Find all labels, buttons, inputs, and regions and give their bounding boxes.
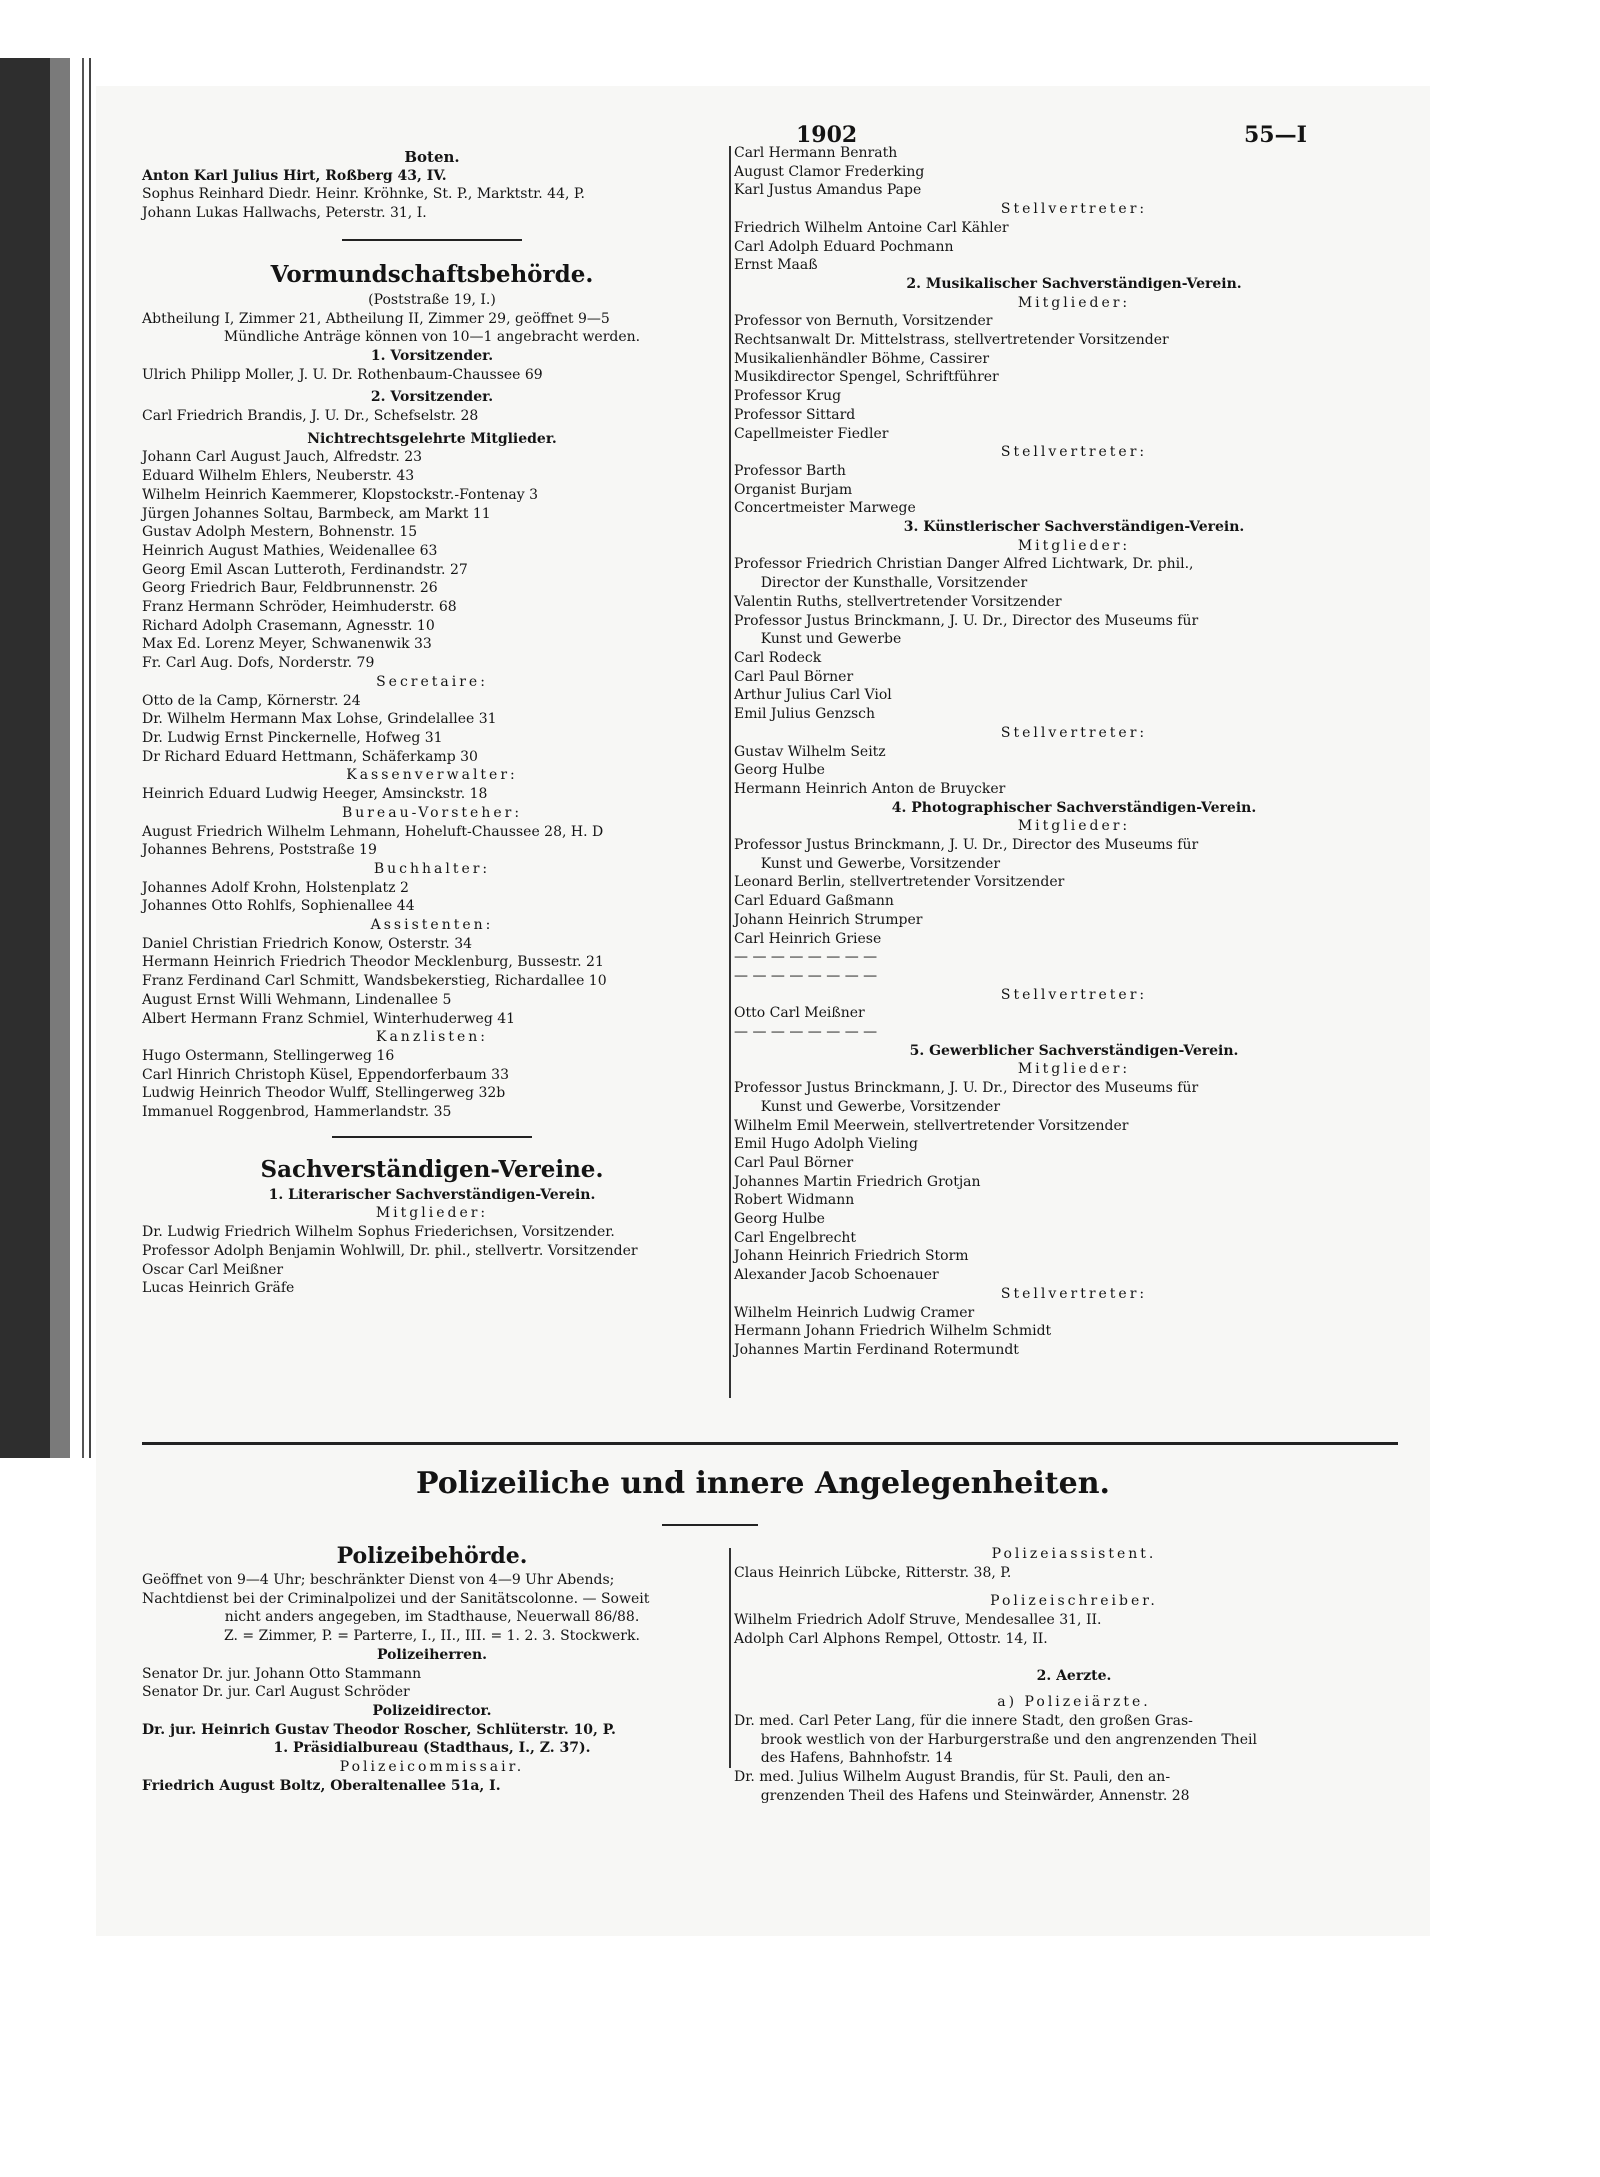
list-item: Rechtsanwalt Dr. Mittelstrass, stellvertretender Vorsitzender bbox=[734, 332, 1169, 349]
list-item: Kunst und Gewerbe, Vorsitzender bbox=[734, 855, 1001, 872]
list-item: Claus Heinrich Lübcke, Ritterstr. 38, P. bbox=[734, 1564, 1012, 1581]
list-item: Professor Justus Brinckmann, J. U. Dr., Director des Museums für bbox=[734, 837, 1199, 854]
list-item: Professor Justus Brinckmann, J. U. Dr., Director des Museums für bbox=[734, 1080, 1199, 1097]
list-item: Capellmeister Fiedler bbox=[734, 425, 889, 442]
subheading: 1. Vorsitzender. bbox=[370, 347, 494, 364]
list-item: Wilhelm Heinrich Ludwig Cramer bbox=[734, 1304, 975, 1321]
list-item: Georg Hulbe bbox=[734, 762, 825, 779]
list-item: Friedrich August Boltz, Oberaltenallee 51a, I. bbox=[142, 1777, 501, 1794]
section-title: Polizeiliche und innere Angelegenheiten. bbox=[416, 1466, 1110, 1501]
list-item: Albert Hermann Franz Schmiel, Winterhuderweg 41 bbox=[142, 1010, 516, 1027]
list-item: Professor Barth bbox=[734, 462, 846, 479]
page-year: 1902 bbox=[796, 122, 858, 148]
subheading: Stellvertreter: bbox=[1000, 986, 1148, 1003]
list-item: Carl Friedrich Brandis, J. U. Dr., Schefselstr. 28 bbox=[142, 408, 479, 425]
list-item: Dr Richard Eduard Hettmann, Schäferkamp 30 bbox=[142, 748, 478, 765]
list-item: Dr. med. Carl Peter Lang, für die innere Stadt, den großen Gras- bbox=[734, 1712, 1193, 1729]
list-item: Karl Justus Amandus Pape bbox=[734, 182, 922, 199]
list-item: grenzenden Theil des Hafens und Steinwärder, Annenstr. 28 bbox=[734, 1787, 1190, 1804]
list-item: Director der Kunsthalle, Vorsitzender bbox=[734, 575, 1028, 592]
subheading: Kanzlisten: bbox=[376, 1029, 488, 1046]
list-item: brook westlich von der Harburgerstraße und den angrenzenden Theil bbox=[734, 1731, 1257, 1748]
list-item: Musikdirector Spengel, Schriftführer bbox=[734, 369, 999, 386]
list-item: Heinrich August Mathies, Weidenallee 63 bbox=[142, 542, 438, 559]
list-item: Sophus Reinhard Diedr. Heinr. Kröhnke, St. P., Marktstr. 44, P. bbox=[142, 186, 585, 203]
section-title: Vormundschaftsbehörde. bbox=[270, 260, 594, 288]
info-line: Geöffnet von 9—4 Uhr; beschränkter Dienst von 4—9 Uhr Abends; bbox=[142, 1572, 615, 1588]
list-item: Leonard Berlin, stellvertretender Vorsitzender bbox=[734, 874, 1065, 891]
list-item: Carl Paul Börner bbox=[734, 668, 854, 685]
page-number: 55—I bbox=[1244, 122, 1307, 148]
subheading: 1. Literarischer Sachverständigen-Verein. bbox=[268, 1186, 596, 1203]
subheading: Nichtrechtsgelehrte Mitglieder. bbox=[307, 430, 557, 447]
subheading: Mitglieder: bbox=[1017, 1061, 1131, 1078]
section-title: Polizeibehörde. bbox=[336, 1543, 528, 1569]
subheading: Stellvertreter: bbox=[1000, 201, 1148, 218]
subheading: Bureau-Vorsteher: bbox=[341, 804, 523, 821]
column-divider bbox=[729, 146, 731, 1398]
placeholder-dashes: — — — — — — — — bbox=[734, 967, 878, 984]
list-item: Johannes Behrens, Poststraße 19 bbox=[142, 842, 377, 859]
list-item: Franz Ferdinand Carl Schmitt, Wandsbekerstieg, Richardallee 10 bbox=[142, 973, 607, 990]
subheading: Stellvertreter: bbox=[1000, 1285, 1148, 1302]
list-item: Carl Rodeck bbox=[734, 649, 822, 666]
binding-mid bbox=[50, 58, 70, 1458]
subheading: Mitglieder: bbox=[1017, 294, 1131, 311]
list-item: Johannes Martin Friedrich Grotjan bbox=[734, 1173, 981, 1190]
binding-shadow bbox=[0, 58, 50, 1458]
list-item: Hermann Heinrich Anton de Bruycker bbox=[734, 780, 1006, 797]
list-item: Ulrich Philipp Moller, J. U. Dr. Rothenbaum-Chaussee 69 bbox=[142, 366, 543, 383]
list-item: Daniel Christian Friedrich Konow, Osterstr. 34 bbox=[142, 935, 473, 952]
address: (Poststraße 19, I.) bbox=[368, 291, 496, 308]
list-item: Dr. Wilhelm Hermann Max Lohse, Grindelallee 31 bbox=[142, 711, 497, 728]
list-item: Johannes Otto Rohlfs, Sophienallee 44 bbox=[142, 898, 415, 915]
list-item: Dr. Ludwig Friedrich Wilhelm Sophus Friederichsen, Vorsitzender. bbox=[142, 1224, 615, 1241]
subheading: 2. Aerzte. bbox=[1036, 1667, 1112, 1684]
subheading: a) Polizeiärzte. bbox=[997, 1694, 1151, 1711]
list-item: Oscar Carl Meißner bbox=[142, 1261, 284, 1278]
list-item: Eduard Wilhelm Ehlers, Neuberstr. 43 bbox=[142, 468, 415, 485]
subheading: 1. Präsidialbureau (Stadthaus, I., Z. 37). bbox=[273, 1740, 591, 1757]
list-item: Dr. Ludwig Ernst Pinckernelle, Hofweg 31 bbox=[142, 729, 443, 746]
list-item: Johann Lukas Hallwachs, Peterstr. 31, I. bbox=[142, 205, 427, 222]
info-line: Mündliche Anträge können von 10—1 angebracht werden. bbox=[223, 329, 641, 346]
list-item: Musikalienhändler Böhme, Cassirer bbox=[734, 350, 990, 367]
placeholder-dashes: — — — — — — — — bbox=[734, 949, 878, 966]
list-item: Gustav Adolph Mestern, Bohnenstr. 15 bbox=[142, 524, 418, 541]
list-item: Kunst und Gewerbe bbox=[734, 631, 902, 648]
info-line: Z. = Zimmer, P. = Parterre, I., II., III. = 1. 2. 3. Stockwerk. bbox=[224, 1628, 640, 1645]
list-item: Lucas Heinrich Gräfe bbox=[142, 1280, 295, 1297]
subheading: 4. Photographischer Sachverständigen-Verein. bbox=[891, 799, 1257, 816]
list-item: Professor von Bernuth, Vorsitzender bbox=[734, 313, 993, 330]
list-item: Emil Julius Genzsch bbox=[734, 706, 876, 723]
list-item: Carl Paul Börner bbox=[734, 1154, 854, 1171]
placeholder-dashes: — — — — — — — — bbox=[734, 1024, 878, 1041]
list-item: Professor Krug bbox=[734, 388, 842, 405]
binding-line bbox=[82, 58, 84, 1458]
list-item: Kunst und Gewerbe, Vorsitzender bbox=[734, 1098, 1001, 1115]
list-item: Adolph Carl Alphons Rempel, Ottostr. 14, II. bbox=[734, 1630, 1048, 1647]
subheading: Mitglieder: bbox=[1017, 818, 1131, 835]
divider bbox=[662, 1524, 758, 1526]
info-line: nicht anders angegeben, im Stadthause, Neuerwall 86/88. bbox=[224, 1609, 640, 1626]
scan-binding-edge bbox=[0, 58, 96, 1458]
list-item: Carl Heinrich Griese bbox=[734, 930, 882, 947]
list-item: Gustav Wilhelm Seitz bbox=[734, 743, 886, 760]
list-item: Ernst Maaß bbox=[734, 257, 818, 274]
list-item: Concertmeister Marwege bbox=[734, 500, 916, 517]
list-item: Jürgen Johannes Soltau, Barmbeck, am Markt 11 bbox=[142, 505, 491, 522]
list-item: Alexander Jacob Schoenauer bbox=[734, 1267, 939, 1284]
list-item: Wilhelm Heinrich Kaemmerer, Klopstockstr.-Fontenay 3 bbox=[142, 486, 538, 503]
subheading: Polizeischreiber. bbox=[990, 1593, 1158, 1610]
section-divider bbox=[142, 1442, 1398, 1445]
subheading: Stellvertreter: bbox=[1000, 444, 1148, 461]
list-item: Professor Justus Brinckmann, J. U. Dr., Director des Museums für bbox=[734, 612, 1199, 629]
list-item: Johannes Adolf Krohn, Holstenplatz 2 bbox=[142, 879, 409, 896]
list-item: Max Ed. Lorenz Meyer, Schwanenwik 33 bbox=[142, 636, 432, 653]
list-item: Carl Adolph Eduard Pochmann bbox=[734, 238, 954, 255]
list-item: Johann Carl August Jauch, Alfredstr. 23 bbox=[142, 449, 423, 466]
list-item: Carl Hermann Benrath bbox=[734, 145, 898, 161]
list-item: Wilhelm Emil Meerwein, stellvertretender Vorsitzender bbox=[734, 1117, 1129, 1134]
list-item: Hugo Ostermann, Stellingerweg 16 bbox=[142, 1047, 395, 1064]
subheading: Buchhalter: bbox=[373, 860, 491, 877]
list-item: Hermann Heinrich Friedrich Theodor Mecklenburg, Bussestr. 21 bbox=[142, 954, 604, 971]
list-item: Johannes Martin Ferdinand Rotermundt bbox=[734, 1342, 1019, 1358]
info-line: Abtheilung I, Zimmer 21, Abtheilung II, Zimmer 29, geöffnet 9—5 bbox=[142, 310, 610, 327]
list-item: Senator Dr. jur. Carl August Schröder bbox=[142, 1684, 410, 1701]
list-item: Hermann Johann Friedrich Wilhelm Schmidt bbox=[734, 1323, 1052, 1340]
subheading: Polizeidirector. bbox=[372, 1702, 492, 1719]
list-item: Anton Karl Julius Hirt, Roßberg 43, IV. bbox=[142, 167, 447, 184]
list-item: Otto Carl Meißner bbox=[734, 1005, 865, 1022]
list-item: August Friedrich Wilhelm Lehmann, Hoheluft-Chaussee 28, H. D bbox=[142, 823, 604, 840]
polizei-right-column bbox=[734, 1541, 1414, 1805]
left-column bbox=[142, 148, 722, 1298]
list-item: Wilhelm Friedrich Adolf Struve, Mendesallee 31, II. bbox=[734, 1612, 1102, 1629]
list-item: Heinrich Eduard Ludwig Heeger, Amsinckstr. 18 bbox=[142, 786, 488, 803]
subheading: Secretaire: bbox=[376, 673, 488, 690]
subheading: 5. Gewerblicher Sachverständigen-Verein. bbox=[909, 1042, 1239, 1059]
subheading: Polizeicommissair. bbox=[339, 1759, 525, 1776]
list-item: Friedrich Wilhelm Antoine Carl Kähler bbox=[734, 219, 1009, 236]
right-column bbox=[734, 144, 1414, 1360]
list-item: Richard Adolph Crasemann, Agnesstr. 10 bbox=[142, 617, 435, 634]
section-heading: Boten. bbox=[404, 148, 460, 166]
list-item: Carl Hinrich Christoph Küsel, Eppendorferbaum 33 bbox=[142, 1066, 509, 1083]
binding-line bbox=[89, 58, 91, 1458]
info-line: Nachtdienst bei der Criminalpolizei und der Sanitätscolonne. — Soweit bbox=[142, 1590, 650, 1607]
list-item: Professor Adolph Benjamin Wohlwill, Dr. phil., stellvertr. Vorsitzender bbox=[142, 1242, 638, 1259]
list-item: Robert Widmann bbox=[734, 1192, 855, 1209]
list-item: Immanuel Roggenbrod, Hammerlandstr. 35 bbox=[142, 1104, 452, 1121]
subheading: Mitglieder: bbox=[1017, 537, 1131, 554]
divider bbox=[332, 1136, 532, 1138]
document-page bbox=[96, 86, 1430, 1936]
list-item: Dr. jur. Heinrich Gustav Theodor Roscher, Schlüterstr. 10, P. bbox=[142, 1721, 616, 1738]
polizei-left-column bbox=[142, 1541, 722, 1795]
subheading: Polizeiassistent. bbox=[991, 1546, 1157, 1562]
subheading: Kassenverwalter: bbox=[346, 767, 518, 784]
list-item: Carl Engelbrecht bbox=[734, 1229, 857, 1246]
list-item: Valentin Ruths, stellvertretender Vorsitzender bbox=[734, 593, 1062, 610]
list-item: Ludwig Heinrich Theodor Wulff, Stellingerweg 32b bbox=[142, 1085, 506, 1102]
list-item: August Clamor Frederking bbox=[734, 163, 925, 180]
list-item: Carl Eduard Gaßmann bbox=[734, 893, 894, 910]
list-item: Dr. med. Julius Wilhelm August Brandis, für St. Pauli, den an- bbox=[734, 1769, 1171, 1786]
list-item: Professor Sittard bbox=[734, 406, 856, 423]
list-item: Otto de la Camp, Körnerstr. 24 bbox=[142, 692, 361, 709]
column-divider bbox=[729, 1548, 731, 1768]
list-item: Professor Friedrich Christian Danger Alfred Lichtwark, Dr. phil., bbox=[734, 556, 1194, 573]
subheading: 3. Künstlerischer Sachverständigen-Verein. bbox=[903, 519, 1245, 536]
subheading: 2. Musikalischer Sachverständigen-Verein. bbox=[906, 275, 1242, 292]
subheading: 2. Vorsitzender. bbox=[370, 389, 494, 406]
list-item: Johann Heinrich Friedrich Storm bbox=[734, 1248, 969, 1265]
list-item: August Ernst Willi Wehmann, Lindenallee 5 bbox=[142, 991, 452, 1008]
list-item: Senator Dr. jur. Johann Otto Stammann bbox=[142, 1665, 422, 1682]
subheading: Assistenten: bbox=[370, 917, 494, 934]
list-item: des Hafens, Bahnhofstr. 14 bbox=[734, 1750, 953, 1767]
list-item: Organist Burjam bbox=[734, 481, 853, 498]
list-item: Emil Hugo Adolph Vieling bbox=[734, 1136, 918, 1153]
list-item: Georg Friedrich Baur, Feldbrunnenstr. 26 bbox=[142, 580, 438, 597]
list-item: Johann Heinrich Strumper bbox=[734, 911, 923, 928]
subheading: Stellvertreter: bbox=[1000, 724, 1148, 741]
list-item: Georg Emil Ascan Lutteroth, Ferdinandstr. 27 bbox=[142, 561, 468, 578]
divider bbox=[342, 239, 522, 241]
list-item: Fr. Carl Aug. Dofs, Norderstr. 79 bbox=[142, 655, 375, 672]
list-item: Arthur Julius Carl Viol bbox=[734, 687, 892, 704]
subheading: Mitglieder: bbox=[375, 1205, 489, 1222]
list-item: Franz Hermann Schröder, Heimhuderstr. 68 bbox=[142, 599, 457, 616]
subheading: Polizeiherren. bbox=[376, 1646, 488, 1663]
list-item: Georg Hulbe bbox=[734, 1211, 825, 1228]
section-title: Sachverständigen-Vereine. bbox=[260, 1155, 604, 1183]
